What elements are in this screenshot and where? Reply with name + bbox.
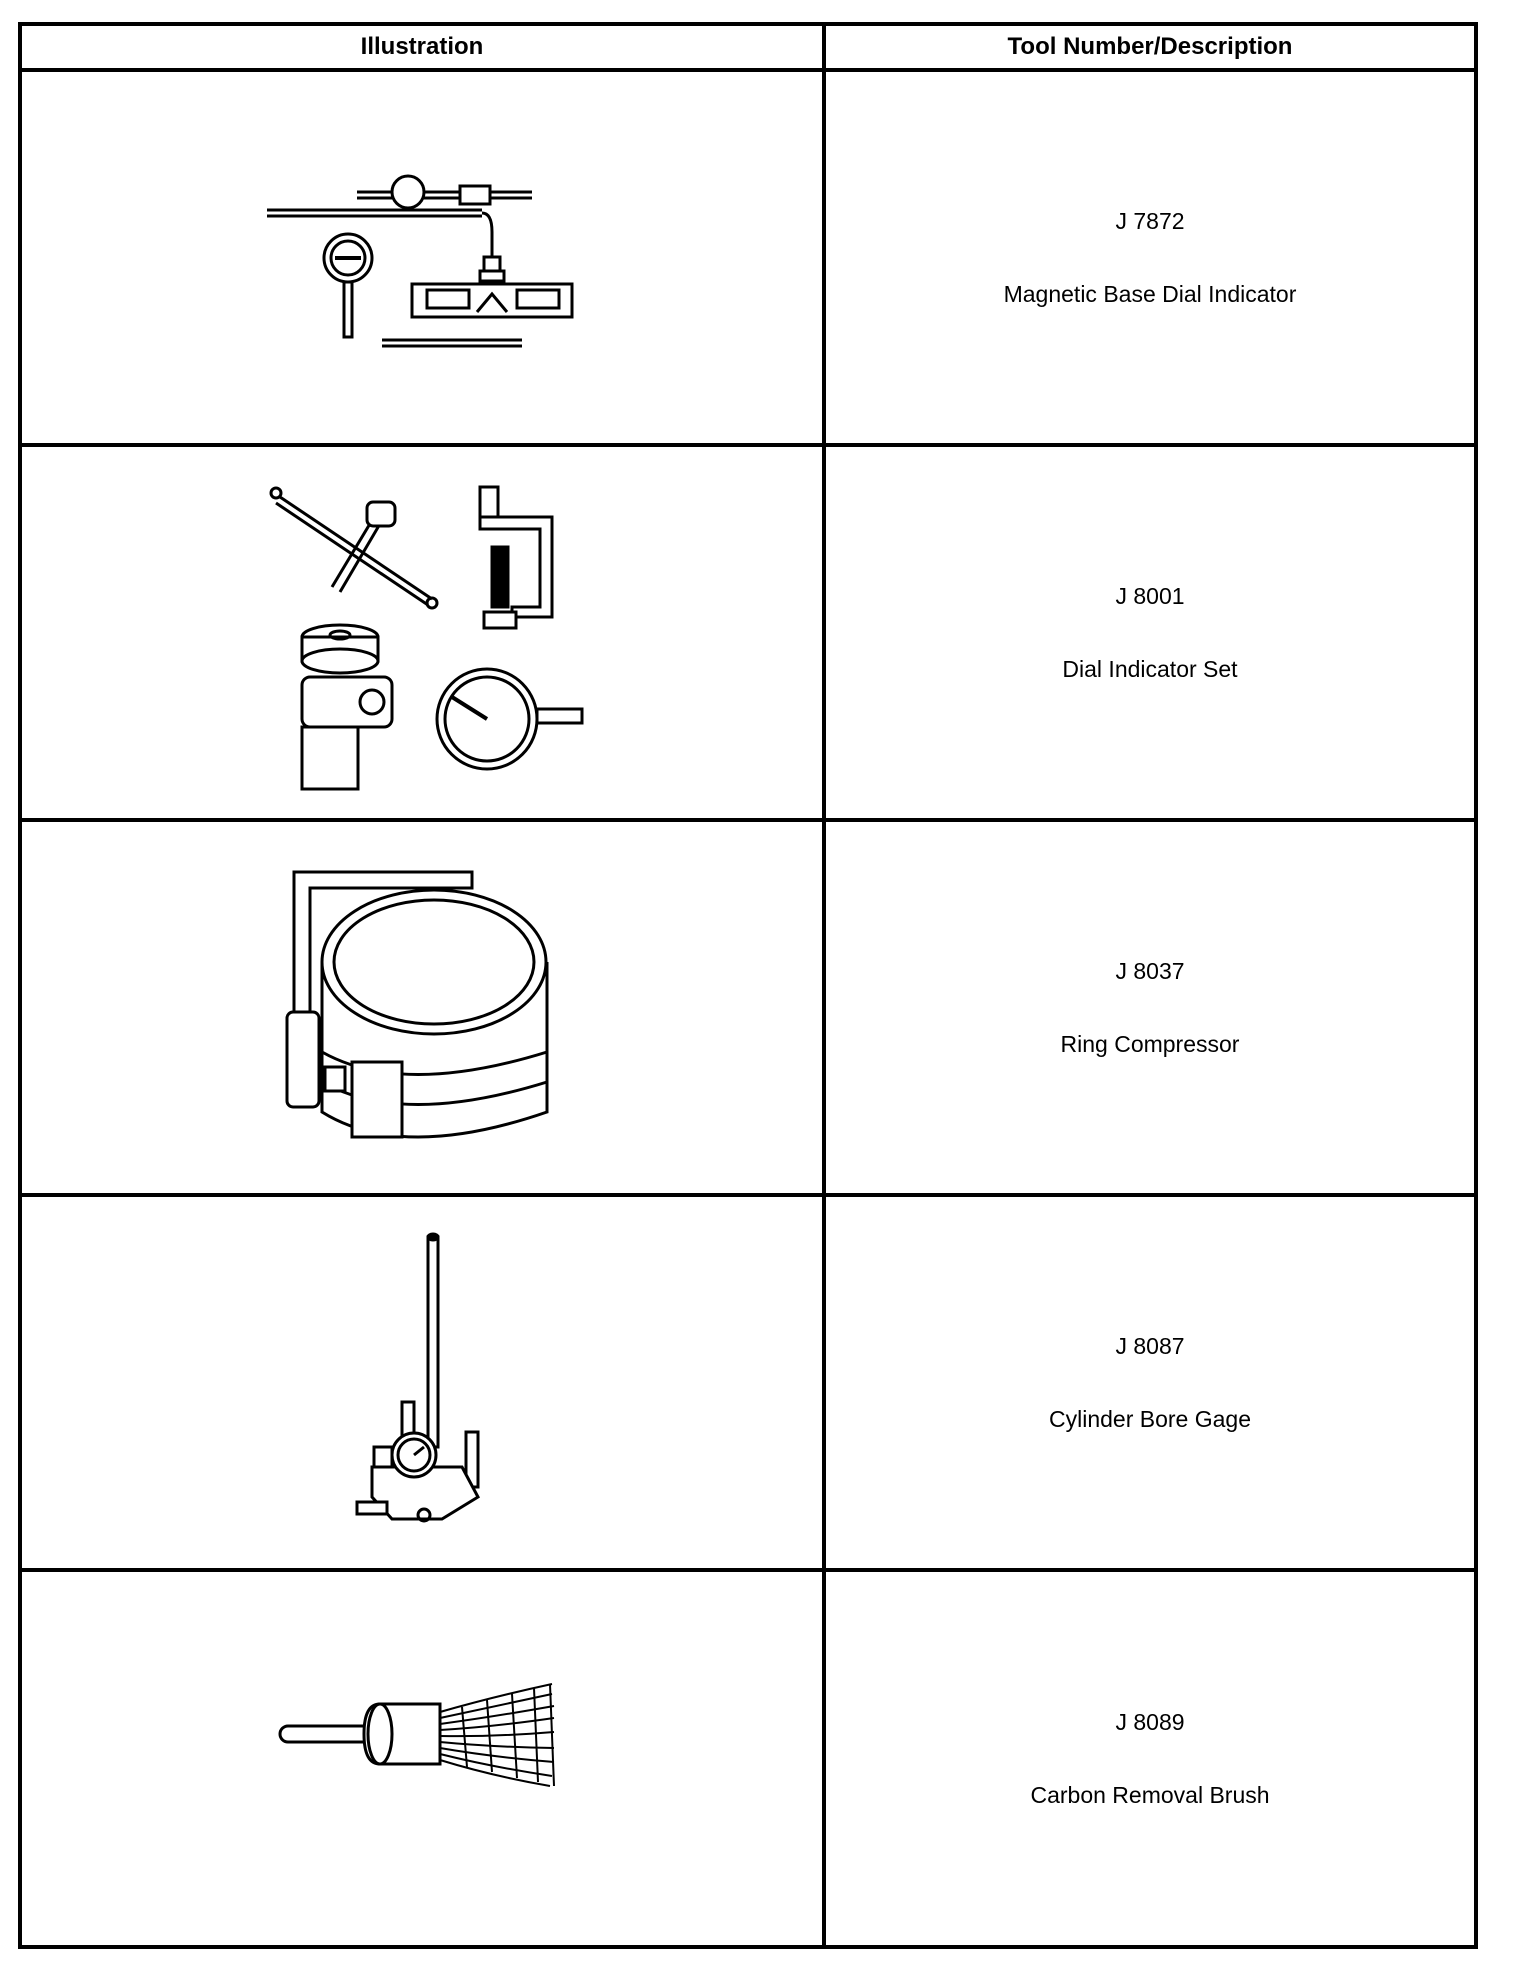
- tool-description-cell: [826, 447, 1474, 818]
- illustration-cell: [22, 822, 826, 1193]
- tool-description-cell: [826, 72, 1474, 443]
- ring-compressor-icon: [22, 822, 822, 1193]
- illustration-cell: [22, 72, 826, 443]
- table-row: [22, 822, 1474, 1197]
- illustration-cell: [22, 1572, 826, 1945]
- table-row: [22, 1572, 1474, 1945]
- tool-description: Cylinder Bore Gage: [1049, 1405, 1251, 1432]
- header-tool-description: Tool Number/Description: [1007, 33, 1293, 60]
- tool-number: J 8089: [1115, 1708, 1185, 1735]
- dial-indicator-set-icon: [22, 447, 822, 818]
- tool-number: J 8037: [1115, 957, 1185, 984]
- tool-number: J 7872: [1115, 207, 1185, 234]
- header-illustration: Illustration: [22, 26, 826, 68]
- illustration-cell: [22, 1197, 826, 1568]
- tool-description: Dial Indicator Set: [1062, 655, 1238, 682]
- carbon-removal-brush-icon: [22, 1572, 822, 1943]
- tools-table: [18, 22, 1478, 1949]
- table-row: [22, 1197, 1474, 1572]
- tool-description-cell: [826, 822, 1474, 1193]
- table-row: [22, 447, 1474, 822]
- cylinder-bore-gage-icon: [22, 1197, 822, 1568]
- tool-description-cell: [826, 1197, 1474, 1568]
- tool-number: J 8001: [1115, 582, 1185, 609]
- tool-description: Magnetic Base Dial Indicator: [1003, 280, 1297, 307]
- magnetic-base-dial-indicator-icon: [22, 72, 822, 443]
- tool-description: Carbon Removal Brush: [1030, 1781, 1270, 1808]
- tool-number: J 8087: [1115, 1332, 1185, 1359]
- tool-description-cell: [826, 1572, 1474, 1945]
- table-header: [22, 26, 1474, 72]
- table-row: [22, 72, 1474, 447]
- illustration-cell: [22, 447, 826, 818]
- tool-description: Ring Compressor: [1060, 1030, 1240, 1057]
